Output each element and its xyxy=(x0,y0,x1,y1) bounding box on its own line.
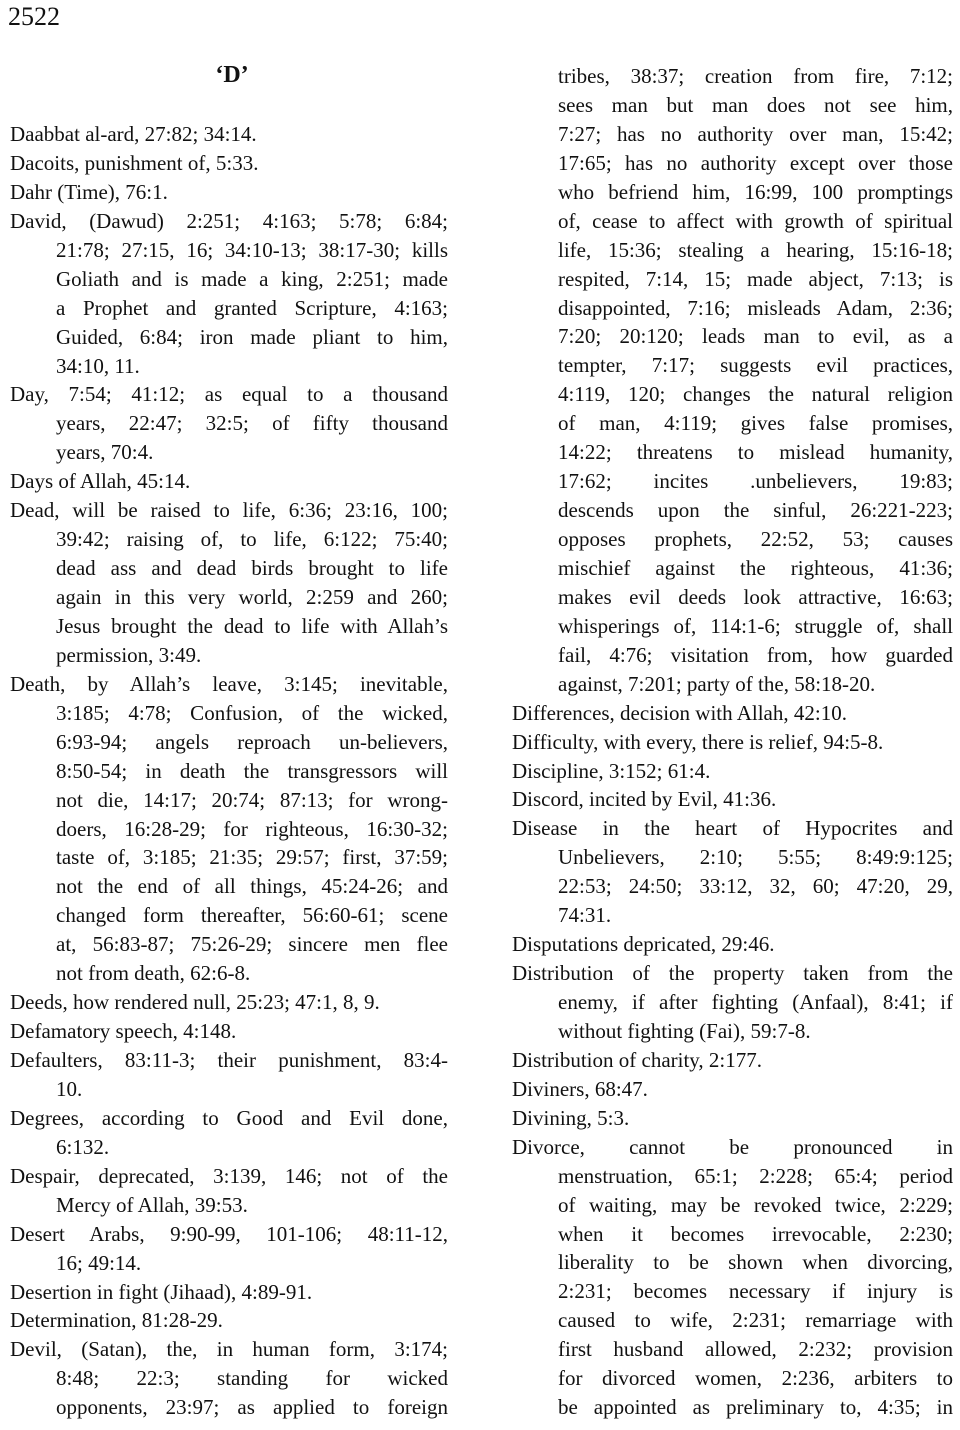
index-entry xyxy=(10,178,448,207)
entry-line: fail, 4:76; visitation from, how guarded xyxy=(558,642,953,667)
entry-line: 74:31. xyxy=(558,903,612,928)
index-entry xyxy=(10,1220,448,1278)
entry-heading-line: Deeds, how rendered null, 25:23; 47:1, 8, 9. xyxy=(10,990,380,1015)
entry-line: of waiting, may be revoked twice, 2:229; xyxy=(558,1192,953,1217)
entry-heading-line: Devil, (Satan), the, in human form, 3:174; xyxy=(10,1337,448,1362)
index-entry xyxy=(512,62,953,699)
index-entry xyxy=(10,1104,448,1162)
entry-line: of, cease to affect with growth of spiritual xyxy=(558,208,953,233)
entry-line: 7:27; has no authority over man, 15:42; xyxy=(558,121,953,146)
index-entry xyxy=(512,757,953,786)
index-entry xyxy=(512,930,953,959)
entry-heading-line: Despair, deprecated, 3:139, 146; not of the xyxy=(10,1163,448,1188)
entry-line: menstruation, 65:1; 2:228; 65:4; period xyxy=(558,1163,953,1188)
index-entry xyxy=(512,1104,953,1133)
entry-line: again in this very world, 2:259 and 260; xyxy=(56,585,448,609)
entry-line: 10. xyxy=(56,1076,83,1101)
entry-line: 8:50-54; in death the transgressors will xyxy=(56,758,448,783)
entry-line: Goliath and is made a king, 2:251; made xyxy=(56,266,448,291)
entry-line: opposes prophets, 22:52, 53; causes xyxy=(558,527,953,551)
entry-line: 34:10, 11. xyxy=(56,353,140,378)
entry-line: taste of, 3:185; 21:35; 29:57; first, 37:59; xyxy=(56,845,448,870)
index-entry xyxy=(512,1133,953,1422)
entry-line: who befriend him, 16:99, 100 promptings xyxy=(558,179,953,204)
entry-line: 7:20; 20:120; leads man to evil, as a xyxy=(558,324,953,349)
index-entry xyxy=(10,120,448,149)
entry-line: makes evil deeds look attractive, 16:63; xyxy=(558,584,953,609)
index-entry xyxy=(10,380,448,467)
entry-heading-line: Defamatory speech, 4:148. xyxy=(10,1019,237,1044)
entry-line: 2:231; becomes necessary if injury is xyxy=(558,1279,953,1304)
entry-line: years, 22:47; 32:5; of fifty thousand xyxy=(56,411,448,436)
entry-line: doers, 16:28-29; for righteous, 16:30-32; xyxy=(56,816,448,841)
entry-line: 14:22; threatens to mislead humanity, xyxy=(558,440,953,465)
index-entry xyxy=(10,1017,448,1046)
entry-line: against, 7:201; party of the, 58:18-20. xyxy=(558,671,876,696)
index-entry xyxy=(512,959,953,1046)
entry-heading-line: Days of Allah, 45:14. xyxy=(10,469,191,494)
entry-line: 6:93-94; angels reproach un-believers, xyxy=(56,729,448,754)
entry-line: 21:78; 27:15, 16; 34:10-13; 38:17-30; kills xyxy=(56,237,448,262)
index-entry xyxy=(10,1306,448,1335)
entry-line: when it becomes irrevocable, 2:230; xyxy=(558,1221,953,1246)
entry-heading-line: Discipline, 3:152; 61:4. xyxy=(512,758,711,783)
entry-heading-line: Determination, 81:28-29. xyxy=(10,1308,223,1333)
entry-line: 17:65; has no authority except over those xyxy=(558,150,953,175)
entry-line: for divorced women, 2:236, arbiters to xyxy=(558,1366,953,1391)
entry-heading-line: Desertion in fight (Jihaad), 4:89-91. xyxy=(10,1279,313,1304)
entry-line: 3:185; 4:78; Confusion, of the wicked, xyxy=(56,700,448,725)
entry-heading-line: Dead, will be raised to life, 6:36; 23:16, 100; xyxy=(10,498,448,523)
entry-heading-line: Day, 7:54; 41:12; as equal to a thousand xyxy=(10,382,448,407)
entry-line: sees man but man does not see him, xyxy=(558,92,953,117)
entry-line: life, 15:36; stealing a hearing, 15:16-18; xyxy=(558,237,953,262)
index-entry xyxy=(10,496,448,670)
entry-line: dead ass and dead birds brought to life xyxy=(56,556,448,581)
page-number: 2522 xyxy=(8,2,60,31)
index-column-right xyxy=(512,62,953,1422)
entry-line: not the end of all things, 45:24-26; and xyxy=(56,874,448,899)
entry-heading-line: Degrees, according to Good and Evil done, xyxy=(10,1105,448,1130)
entry-line: whisperings of, 114:1-6; struggle of, shall xyxy=(558,613,953,638)
entry-heading-line: Disease in the heart of Hypocrites and xyxy=(512,816,953,841)
index-entry xyxy=(512,814,953,930)
entry-line: 8:48; 22:3; standing for wicked xyxy=(56,1366,448,1391)
entry-line: Jesus brought the dead to life with Allah’s xyxy=(56,613,448,638)
entry-heading-line: Death, by Allah’s leave, 3:145; inevitable, xyxy=(10,671,448,696)
entry-heading-line: Disputations depricated, 29:46. xyxy=(512,932,775,957)
entry-line: Guided, 6:84; iron made pliant to him, xyxy=(56,324,448,349)
entry-heading-line: Diviners, 68:47. xyxy=(512,1076,648,1101)
entry-line: first husband allowed, 2:232; provision xyxy=(558,1337,953,1362)
entry-heading-line: David, (Dawud) 2:251; 4:163; 5:78; 6:84; xyxy=(10,208,448,233)
entry-line: be appointed as preliminary to, 4:35; in xyxy=(558,1395,953,1420)
entry-heading-line: Difficulty, with every, there is relief, 94:5-8. xyxy=(512,729,884,754)
entry-line: respited, 7:14, 15; made abject, 7:13; is xyxy=(558,266,953,291)
index-entry xyxy=(10,207,448,381)
index-entry xyxy=(10,149,448,178)
entry-heading-line: Distribution of charity, 2:177. xyxy=(512,1047,763,1072)
entry-line: not from death, 62:6-8. xyxy=(56,961,251,986)
entry-heading-line: Differences, decision with Allah, 42:10. xyxy=(512,700,847,725)
entry-heading-line: Discord, incited by Evil, 41:36. xyxy=(512,787,777,812)
index-entry xyxy=(512,1075,953,1104)
index-entry xyxy=(512,1046,953,1075)
entry-line: Unbelievers, 2:10; 5:55; 8:49:9:125; xyxy=(558,845,953,870)
entry-heading-line: Defaulters, 83:11-3; their punishment, 83:4- xyxy=(10,1048,448,1072)
entry-heading-line: Dacoits, punishment of, 5:33. xyxy=(10,150,259,175)
entry-line: Mercy of Allah, 39:53. xyxy=(56,1192,248,1217)
entry-line: 39:42; raising of, to life, 6:122; 75:40; xyxy=(56,527,448,552)
index-entry xyxy=(512,699,953,728)
entry-line: years, 70:4. xyxy=(56,440,154,465)
entry-line: 22:53; 24:50; 33:12, 32, 60; 47:20, 29, xyxy=(558,874,953,899)
entry-line: 16; 49:14. xyxy=(56,1250,142,1275)
entry-heading-line: Desert Arabs, 9:90-99, 101-106; 48:11-12, xyxy=(10,1221,448,1246)
entry-line: 6:132. xyxy=(56,1134,110,1159)
index-entry xyxy=(512,728,953,757)
index-entry xyxy=(10,670,448,988)
entry-line: enemy, if after fighting (Anfaal), 8:41; if xyxy=(558,990,953,1014)
index-entry xyxy=(10,1162,448,1220)
entry-line: tribes, 38:37; creation from fire, 7:12; xyxy=(558,64,953,88)
entry-line: disappointed, 7:16; misleads Adam, 2:36; xyxy=(558,295,953,320)
index-entry xyxy=(512,785,953,814)
entry-line: without fighting (Fai), 59:7-8. xyxy=(558,1018,811,1043)
entry-heading-line: Divining, 5:3. xyxy=(512,1105,630,1130)
index-column-left xyxy=(10,120,448,1422)
entry-line: opponents, 23:97; as applied to foreign xyxy=(56,1395,448,1420)
section-heading: ‘D’ xyxy=(215,62,249,88)
entry-line: permission, 3:49. xyxy=(56,642,202,667)
entry-line: descends upon the sinful, 26:221-223; xyxy=(558,498,953,523)
index-entry xyxy=(10,1278,448,1307)
entry-heading-line: Divorce, cannot be pronounced in xyxy=(512,1134,953,1159)
entry-line: changed form thereafter, 56:60-61; scene xyxy=(56,903,448,928)
entry-heading-line: Dahr (Time), 76:1. xyxy=(10,179,168,204)
entry-line: caused to wife, 2:231; remarriage with xyxy=(558,1308,953,1333)
entry-line: not die, 14:17; 20:74; 87:13; for wrong- xyxy=(56,787,448,812)
index-entry xyxy=(10,1335,448,1422)
entry-line: mischief against the righteous, 41:36; xyxy=(558,555,953,580)
entry-line: 4:119, 120; changes the natural religion xyxy=(558,382,953,407)
entry-heading-line: Distribution of the property taken from the xyxy=(512,961,953,986)
index-entry xyxy=(10,467,448,496)
index-entry xyxy=(10,1046,448,1104)
entry-line: 17:62; incites .unbelievers, 19:83; xyxy=(558,469,953,494)
entry-line: liberality to be shown when divorcing, xyxy=(558,1250,953,1275)
entry-heading-line: Daabbat al-ard, 27:82; 34:14. xyxy=(10,122,257,146)
entry-line: tempter, 7:17; suggests evil practices, xyxy=(558,353,953,378)
entry-line: a Prophet and granted Scripture, 4:163; xyxy=(56,295,448,320)
entry-line: at, 56:83-87; 75:26-29; sincere men flee xyxy=(56,932,448,957)
index-entry xyxy=(10,988,448,1017)
entry-line: of man, 4:119; gives false promises, xyxy=(558,411,953,436)
